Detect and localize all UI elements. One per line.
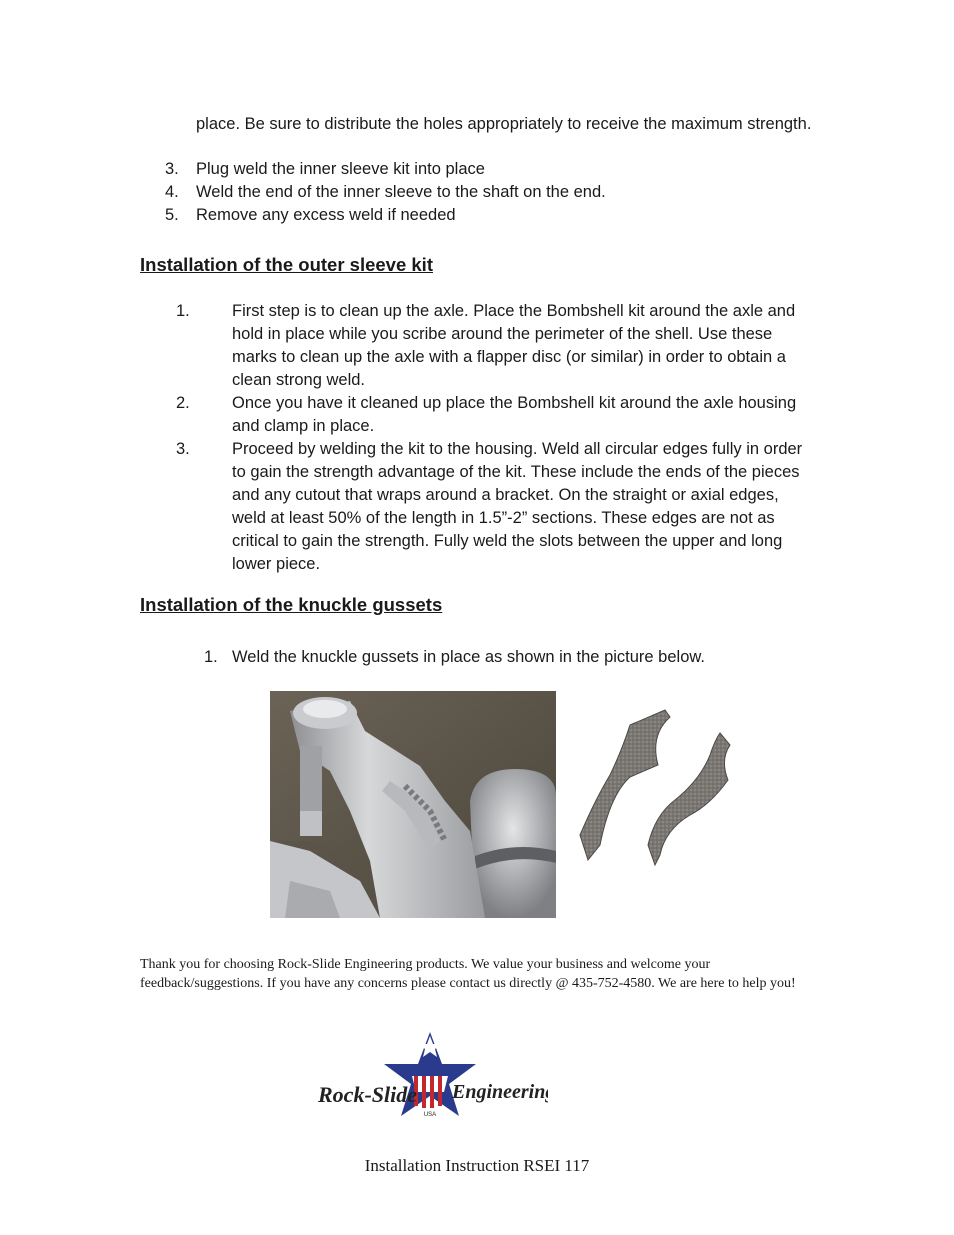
list-item: 3. Plug weld the inner sleeve kit into place bbox=[165, 160, 485, 178]
knuckle-photo bbox=[270, 691, 556, 918]
knuckle-gusset-heading: Installation of the knuckle gussets bbox=[140, 594, 443, 615]
list-item: 4. Weld the end of the inner sleeve to the shaft on the end. bbox=[165, 183, 606, 201]
outer-sleeve-steps bbox=[176, 300, 816, 576]
continuation-text: place. Be sure to distribute the holes appropriately to receive the maximum strength. bbox=[196, 115, 812, 133]
list-item: 2. Once you have it cleaned up place the Bombshell kit around the axle housing and clamp in place. bbox=[176, 394, 797, 435]
thank-you-note: Thank you for choosing Rock-Slide Engineering products. We value your business and welcome your feedback/suggestions. If you have any concerns please contact us directly @ 435-752-4580. We are here to help you! bbox=[140, 957, 796, 991]
list-item: 1. Weld the knuckle gussets in place as shown in the picture below. bbox=[204, 648, 705, 666]
list-item: 1. First step is to clean up the axle. Place the Bombshell kit around the axle and hold in place while you scribe around the perimeter of the shell. Use these marks to clean up the axle with a flapper disc (or similar) in order to obtain a clean strong weld. bbox=[176, 302, 796, 389]
list-item: 3. Proceed by welding the kit to the housing. Weld all circular edges fully in order to gain the strength advantage of the kit. These include the ends of the pieces and any cutout that wraps around a bracket. On the straight or axial edges, weld at least 50% of the length in 1.5”-2” sections. These edges are not as critical to gain the strength. Fully weld the slots between the upper and long lower piece. bbox=[176, 440, 803, 573]
list-item: 5. Remove any excess weld if needed bbox=[165, 206, 456, 224]
page-footer: Installation Instruction RSEI 117 bbox=[364, 1156, 590, 1175]
rock-slide-logo bbox=[312, 1030, 548, 1120]
logo-usa-text: USA bbox=[423, 1112, 437, 1118]
logo-right-text: Engineering bbox=[452, 1081, 548, 1103]
gusset-plates-image bbox=[570, 705, 770, 875]
outer-sleeve-heading: Installation of the outer sleeve kit bbox=[140, 254, 433, 275]
logo-left-text: Rock-Slide bbox=[318, 1082, 417, 1107]
top-step-list bbox=[165, 158, 815, 227]
knuckle-steps bbox=[204, 646, 804, 669]
